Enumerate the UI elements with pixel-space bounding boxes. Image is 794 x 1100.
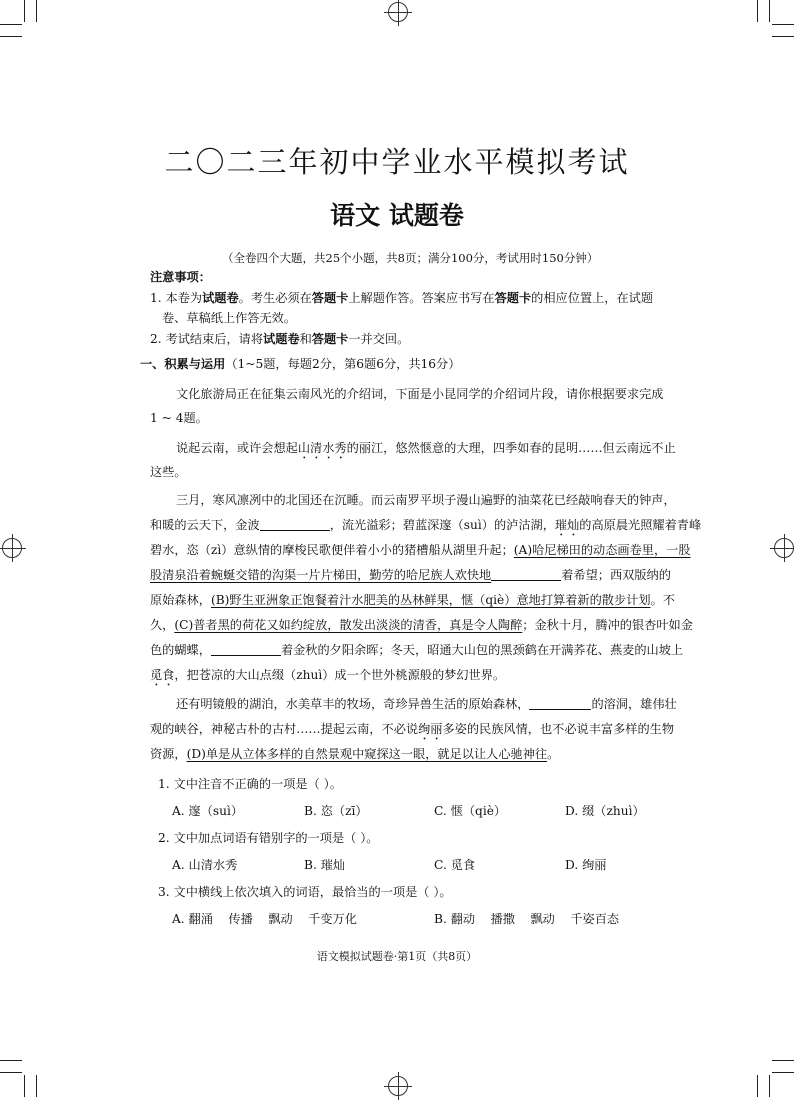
exam-subtitle: 语文 试题卷	[330, 201, 464, 230]
crop-mark	[772, 36, 794, 37]
registration-target-icon	[2, 538, 22, 558]
question-1-stem: 1. 文中注音不正确的一项是（ ）。	[158, 777, 342, 791]
passage-p2-line6: 久，(C)普者黑的荷花又如约绽放，散发出淡淡的清香，真是令人陶醉；金秋十月，腾冲的银杏叶如金	[150, 618, 693, 632]
question-1-option-a[interactable]: A. 邃（suì）	[172, 804, 244, 818]
crop-mark	[36, 1075, 37, 1097]
exam-info: （全卷四个大题，共25个小题，共8页；满分100分，考试用时150分钟）	[222, 251, 599, 265]
notice-heading: 注意事项：	[150, 270, 211, 284]
notice-item-1-cont: 卷、草稿纸上作答无效。	[162, 311, 297, 325]
passage-p3-line2: 观的峡谷，神秘古朴的古村……提起云南，不必说绚丽多姿的民族风情，也不必说丰富多样的生物	[150, 722, 675, 736]
fill-blank-1[interactable]	[260, 518, 330, 531]
question-3-option-b[interactable]: B. 翻动 播撒 飘动 千姿百态	[434, 912, 620, 926]
crop-mark	[772, 24, 794, 25]
question-1-option-d[interactable]: D. 缀（zhuì）	[565, 804, 645, 818]
passage-p2-line8: 觅食，把苍凉的大山点缀（zhuì）成一个世外桃源般的梦幻世界。	[150, 668, 506, 682]
notice-item-2: 2. 考试结束后，请将试题卷和答题卡一并交回。	[150, 332, 410, 346]
intro-line-2: 1 ~ 4题。	[150, 411, 208, 425]
crop-mark	[36, 0, 37, 22]
question-2-option-a[interactable]: A. 山清水秀	[172, 858, 238, 872]
crop-mark	[0, 24, 22, 25]
question-3-option-a[interactable]: A. 翻涌 传播 飘动 千变万化	[172, 912, 357, 926]
passage-p3-line1: 还有明镜般的湖泊，水美草丰的牧场，奇珍异兽生活的原始森林， 的溶洞，雄伟壮	[176, 697, 677, 711]
fill-blank-3[interactable]	[211, 643, 281, 656]
crop-mark	[769, 0, 770, 22]
fill-blank-2[interactable]	[491, 568, 561, 581]
passage-p2-line2: 和暖的云天下，金波 ，流光溢彩；碧蓝深邃（suì）的泸沽湖，璀灿的高原晨光照耀着青峰	[150, 518, 702, 532]
registration-target-icon	[388, 1076, 408, 1096]
fill-blank-4[interactable]	[529, 697, 591, 710]
question-2-option-d[interactable]: D. 绚丽	[565, 858, 607, 872]
passage-p3-line3: 资源，(D)单是从立体多样的自然景观中窥探这一眼，就足以让人心驰神往。	[150, 747, 560, 761]
section-heading: 一、积累与运用（1~5题，每题2分，第6题6分，共16分）	[140, 357, 461, 371]
crop-mark	[0, 1060, 22, 1061]
registration-target-icon	[388, 2, 408, 22]
crop-mark	[0, 1072, 22, 1073]
passage-p2-line4: 股清泉沿着蜿蜒交错的沟渠一片片梯田，勤劳的哈尼族人欢快地 着希望；西双版纳的	[150, 568, 671, 582]
passage-p2-line1: 三月，寒风凛冽中的北国还在沉睡。而云南罗平坝子漫山遍野的油菜花已经敲响春天的钟声，	[176, 493, 676, 507]
passage-p2-line3: 碧水，恣（zì）意纵情的摩梭民歌便伴着小小的猪槽船从湖里升起；(A)哈尼梯田的动态画卷里，一股	[150, 543, 691, 557]
crop-mark	[772, 1060, 794, 1061]
notice-item-1: 1. 本卷为试题卷。考生必须在答题卡上解题作答。答案应书写在答题卡的相应位置上，在试题	[150, 291, 654, 305]
question-2-option-c[interactable]: C. 觅食	[434, 858, 476, 872]
registration-target-icon	[774, 538, 794, 558]
crop-mark	[0, 36, 22, 37]
question-1-option-b[interactable]: B. 恣（zī）	[304, 804, 368, 818]
crop-mark	[24, 1075, 25, 1097]
question-3-stem: 3. 文中横线上依次填入的词语，最恰当的一项是（ ）。	[158, 885, 452, 899]
page-footer: 语文模拟试题卷·第1页（共8页）	[316, 950, 478, 963]
passage-p2-line5: 原始森林，(B)野生亚洲象正饱餐着汁水肥美的丛林鲜果，惬（qiè）意地打算着新的散步计划。不	[150, 593, 675, 607]
crop-mark	[24, 0, 25, 22]
crop-mark	[757, 1075, 758, 1097]
passage-p2-line7: 色的蝴蝶， 着金秋的夕阳余晖；冬天，昭通大山包的黑颈鹤在开满荞花、燕麦的山坡上	[150, 643, 684, 657]
passage-p1-line2: 这些。	[150, 465, 187, 479]
question-2-stem: 2. 文中加点词语有错别字的一项是（ ）。	[158, 831, 379, 845]
crop-mark	[769, 1075, 770, 1097]
question-1-option-c[interactable]: C. 惬（qiè）	[434, 804, 507, 818]
crop-mark	[757, 0, 758, 22]
question-2-option-b[interactable]: B. 璀灿	[304, 858, 346, 872]
exam-title: 二〇二三年初中学业水平模拟考试	[164, 145, 630, 179]
intro-line-1: 文化旅游局正在征集云南风光的介绍词，下面是小昆同学的介绍词片段，请你根据要求完成	[176, 387, 664, 401]
passage-p1-line1: 说起云南，或许会想起山清水秀的丽江，悠然惬意的大理，四季如春的昆明……但云南远不止	[176, 441, 676, 455]
crop-mark	[772, 1072, 794, 1073]
